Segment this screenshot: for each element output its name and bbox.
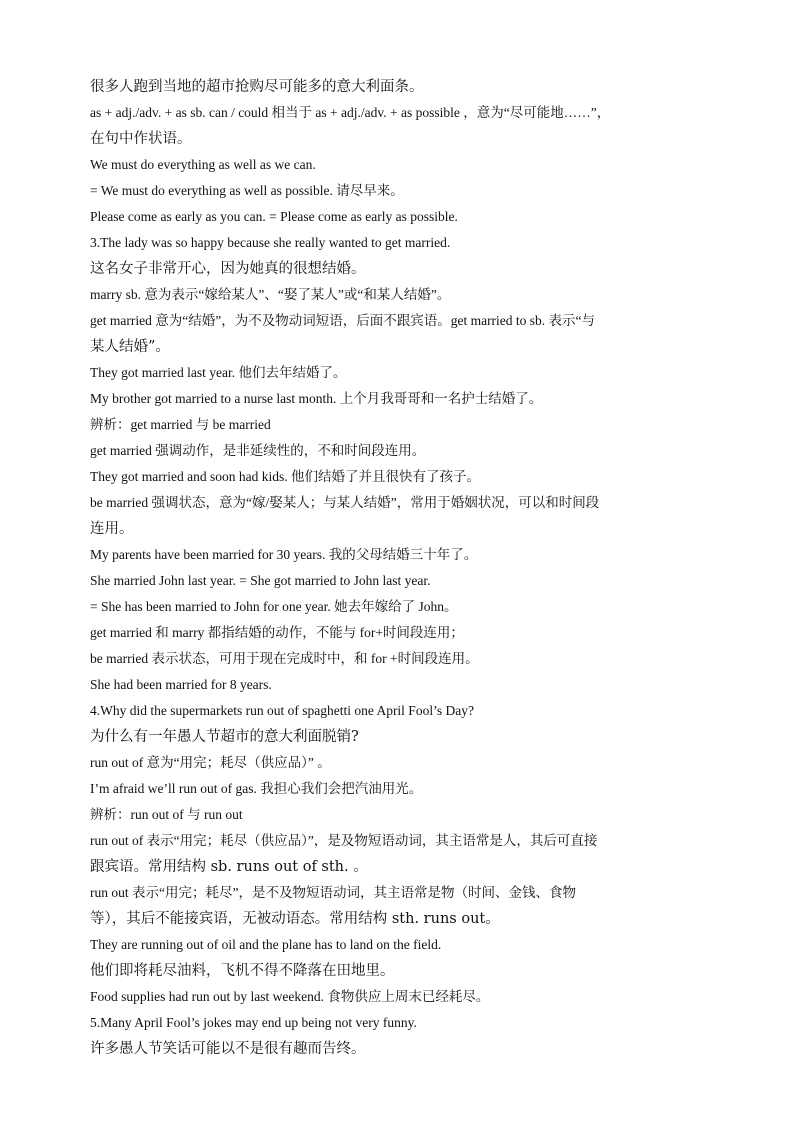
- text-line: 辨析：get married 与 be married: [90, 417, 271, 432]
- text-line: She married John last year. = She got married to John last year.: [90, 573, 431, 588]
- text-line: = We must do everything as well as possible. 请尽早来。: [90, 183, 404, 198]
- text-line: 这名女子非常开心，因为她真的很想结婚。: [90, 261, 366, 277]
- text-line: Food supplies had run out by last weekend. 食物供应上周末已经耗尽。: [90, 989, 490, 1004]
- text-line: get married 强调动作，是非延续性的，不和时间段连用。: [90, 443, 426, 458]
- text-line: 连用。: [90, 521, 134, 537]
- text-line: = She has been married to John for one year. 她去年嫁给了 John。: [90, 599, 458, 614]
- text-line: 为什么有一年愚人节超市的意大利面脱销?: [90, 729, 359, 745]
- text-line: 5.Many April Fool’s jokes may end up being not very funny.: [90, 1015, 417, 1030]
- text-line: 在句中作状语。: [90, 131, 192, 147]
- text-line: I’m afraid we’ll run out of gas. 我担心我们会把汽油用光。: [90, 781, 423, 796]
- text-line: 跟宾语。常用结构 sb. runs out of sth. 。: [90, 859, 368, 875]
- text-line: They got married last year. 他们去年结婚了。: [90, 365, 347, 380]
- text-line: be married 表示状态，可用于现在完成时中，和 for +时间段连用。: [90, 651, 479, 666]
- text-line: run out of 意为“用完；耗尽（供应品）” 。: [90, 755, 331, 770]
- text-line: as + adj./adv. + as sb. can / could 相当于 as + adj./adv. + as possible ，意为“尽可能地……”，: [90, 105, 611, 120]
- text-line: get married 和 marry 都指结婚的动作，不能与 for+时间段连用；: [90, 625, 464, 640]
- text-line: marry sb. 意为表示“嫁给某人”、“娶了某人”或“和某人结婚”。: [90, 287, 451, 302]
- text-line: 他们即将耗尽油料，飞机不得不降落在田地里。: [90, 963, 395, 979]
- text-line: 3.The lady was so happy because she really wanted to get married.: [90, 235, 451, 250]
- text-line: 等），其后不能接宾语，无被动语态。常用结构 sth. runs out。: [90, 911, 500, 927]
- text-line: get married 意为“结婚”，为不及物动词短语，后面不跟宾语。get married to sb. 表示“与: [90, 313, 596, 328]
- text-line: be married 强调状态，意为“嫁/娶某人；与某人结婚”，常用于婚姻状况，可以和时间段: [90, 495, 600, 510]
- text-line: They got married and soon had kids. 他们结婚了并且很快有了孩子。: [90, 469, 480, 484]
- text-line: run out 表示“用完；耗尽”，是不及物短语动词，其主语常是物（时间、金钱、食物: [90, 885, 576, 900]
- text-line: She had been married for 8 years.: [90, 677, 272, 692]
- text-line: 4.Why did the supermarkets run out of spaghetti one April Fool’s Day?: [90, 703, 474, 718]
- text-line: 许多愚人节笑话可能以不是很有趣而告终。: [90, 1041, 366, 1057]
- text-line: My brother got married to a nurse last month. 上个月我哥哥和一名护士结婚了。: [90, 391, 543, 406]
- text-line: Please come as early as you can. = Please come as early as possible.: [90, 209, 458, 224]
- text-line: We must do everything as well as we can.: [90, 157, 316, 172]
- text-line: 很多人跑到当地的超市抢购尽可能多的意大利面条。: [90, 79, 424, 95]
- text-line: 辨析：run out of 与 run out: [90, 807, 243, 822]
- text-line: run out of 表示“用完；耗尽（供应品）”，是及物短语动词，其主语常是人，其后可直接: [90, 833, 598, 848]
- text-line: My parents have been married for 30 years. 我的父母结婚三十年了。: [90, 547, 478, 562]
- text-line: 某人结婚”。: [90, 339, 170, 355]
- text-line: They are running out of oil and the plane has to land on the field.: [90, 937, 442, 952]
- document-page: [90, 74, 710, 1062]
